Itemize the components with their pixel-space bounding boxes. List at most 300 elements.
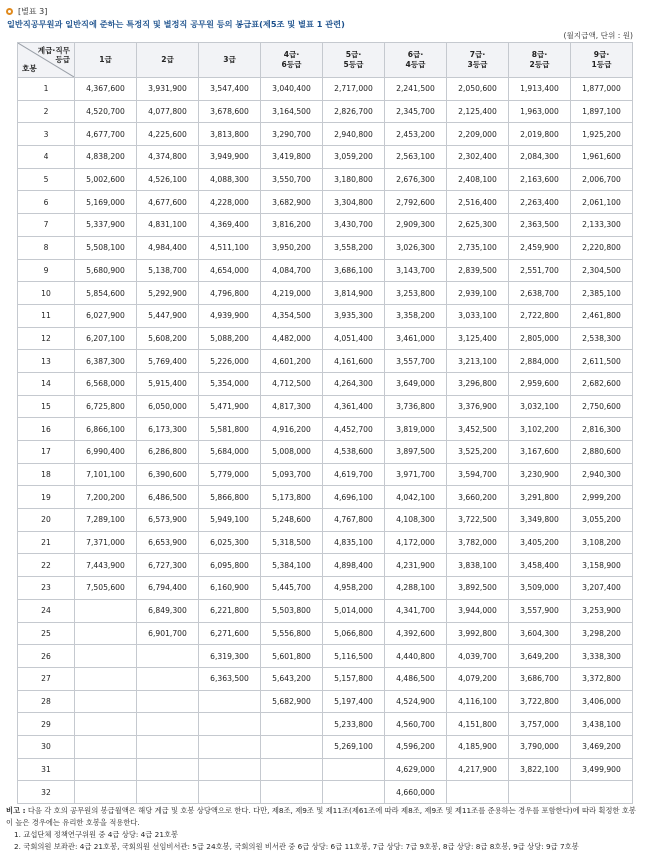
circle-bullet-icon (6, 8, 13, 15)
salary-cell: 4,560,700 (385, 713, 447, 736)
salary-cell: 6,486,500 (137, 486, 199, 509)
salary-cell: 3,816,200 (261, 214, 323, 237)
salary-cell (199, 781, 261, 804)
hobong-cell: 16 (18, 418, 75, 441)
salary-cell: 4,482,000 (261, 327, 323, 350)
salary-cell: 4,217,900 (447, 758, 509, 781)
corner-top-label (38, 46, 70, 64)
salary-cell: 7,101,100 (75, 463, 137, 486)
salary-cell: 2,061,100 (571, 191, 633, 214)
salary-cell: 3,032,100 (509, 395, 571, 418)
salary-cell: 4,440,800 (385, 645, 447, 668)
table-row (18, 577, 633, 600)
salary-cell (75, 758, 137, 781)
salary-cell: 4,042,100 (385, 486, 447, 509)
salary-cell: 4,654,000 (199, 259, 261, 282)
hobong-cell: 24 (18, 599, 75, 622)
salary-cell: 4,939,900 (199, 304, 261, 327)
table-row (18, 622, 633, 645)
table-row (18, 100, 633, 123)
salary-cell: 7,200,200 (75, 486, 137, 509)
salary-cell: 3,931,900 (137, 78, 199, 101)
salary-cell: 4,916,200 (261, 418, 323, 441)
salary-cell: 3,897,500 (385, 441, 447, 464)
salary-cell: 3,291,800 (509, 486, 571, 509)
salary-cell: 2,805,000 (509, 327, 571, 350)
salary-cell: 3,814,900 (323, 282, 385, 305)
table-row (18, 509, 633, 532)
salary-cell: 5,854,600 (75, 282, 137, 305)
salary-cell: 4,361,400 (323, 395, 385, 418)
hobong-cell: 15 (18, 395, 75, 418)
document-title: 일반직공무원과 일반직에 준하는 특정직 및 별정직 공무원 등의 봉급표(제5조 및 별표 1 관련) (7, 19, 345, 29)
salary-cell: 4,796,800 (199, 282, 261, 305)
salary-cell: 2,625,300 (447, 214, 509, 237)
salary-cell: 1,877,000 (571, 78, 633, 101)
notes-item-1: 1. 교섭단체 정책연구위원 중 4급 상당: 4급 21호봉 (14, 830, 179, 839)
salary-cell: 2,792,600 (385, 191, 447, 214)
salary-cell (261, 713, 323, 736)
salary-cell: 4,511,100 (199, 236, 261, 259)
salary-cell: 3,757,000 (509, 713, 571, 736)
corner-top-line-2: 등급 (55, 55, 70, 64)
salary-cell: 3,686,700 (509, 667, 571, 690)
salary-cell (137, 667, 199, 690)
salary-cell: 4,116,100 (447, 690, 509, 713)
salary-cell: 4,185,900 (447, 735, 509, 758)
salary-cell: 2,538,300 (571, 327, 633, 350)
column-header (447, 43, 509, 78)
salary-cell: 3,550,700 (261, 168, 323, 191)
salary-cell (199, 758, 261, 781)
salary-cell: 3,722,800 (509, 690, 571, 713)
salary-cell: 3,304,800 (323, 191, 385, 214)
table-row (18, 441, 633, 464)
salary-cell: 4,677,600 (137, 191, 199, 214)
salary-cell: 5,088,200 (199, 327, 261, 350)
hobong-cell: 28 (18, 690, 75, 713)
column-header (509, 43, 571, 78)
salary-cell: 4,619,700 (323, 463, 385, 486)
salary-cell: 3,525,200 (447, 441, 509, 464)
salary-cell: 3,376,900 (447, 395, 509, 418)
table-row (18, 599, 633, 622)
salary-cell: 3,469,200 (571, 735, 633, 758)
salary-cell (447, 781, 509, 804)
hobong-cell: 17 (18, 441, 75, 464)
salary-cell (199, 713, 261, 736)
salary-cell: 2,385,100 (571, 282, 633, 305)
salary-cell: 1,925,200 (571, 123, 633, 146)
salary-cell: 3,509,000 (509, 577, 571, 600)
column-header-line: 8급· (531, 50, 548, 59)
salary-cell: 2,220,800 (571, 236, 633, 259)
salary-cell: 3,557,700 (385, 350, 447, 373)
salary-cell: 4,520,700 (75, 100, 137, 123)
salary-cell: 2,345,700 (385, 100, 447, 123)
notes-main-text: 다음 각 호의 공무원의 봉급월액은 해당 계급 및 호봉 상당액으로 한다. 다만, 제8조, 제9조 및 제11조(제61조에 따라 제8조, 제9조 및 제11조를 준용하는 경우를 포함한다)에 따라 획정한 호봉이 높은 경우에는 유리한 호봉을 적용한다. (6, 806, 636, 827)
salary-cell: 2,461,800 (571, 304, 633, 327)
salary-cell: 7,371,000 (75, 531, 137, 554)
hobong-cell: 25 (18, 622, 75, 645)
appendix-label: [별표 3] (18, 6, 48, 16)
salary-cell: 4,958,200 (323, 577, 385, 600)
salary-cell: 5,384,100 (261, 554, 323, 577)
salary-cell: 5,116,500 (323, 645, 385, 668)
salary-cell: 3,499,900 (571, 758, 633, 781)
salary-cell (75, 622, 137, 645)
salary-cell (75, 690, 137, 713)
table-row (18, 350, 633, 373)
table-row (18, 758, 633, 781)
salary-cell: 4,151,800 (447, 713, 509, 736)
salary-cell: 6,866,100 (75, 418, 137, 441)
salary-cell (571, 781, 633, 804)
salary-cell (137, 735, 199, 758)
hobong-cell: 4 (18, 146, 75, 169)
salary-cell: 5,354,000 (199, 372, 261, 395)
salary-cell: 3,438,100 (571, 713, 633, 736)
salary-cell: 3,649,000 (385, 372, 447, 395)
salary-cell: 4,838,200 (75, 146, 137, 169)
salary-cell: 3,838,100 (447, 554, 509, 577)
salary-cell: 1,963,000 (509, 100, 571, 123)
salary-cell (75, 599, 137, 622)
salary-cell: 1,897,100 (571, 100, 633, 123)
salary-cell: 3,557,900 (509, 599, 571, 622)
salary-cell: 2,750,600 (571, 395, 633, 418)
salary-cell: 6,725,800 (75, 395, 137, 418)
salary-cell: 3,594,700 (447, 463, 509, 486)
salary-cell: 2,638,700 (509, 282, 571, 305)
salary-cell: 4,039,700 (447, 645, 509, 668)
notes-section (6, 805, 642, 853)
salary-cell: 2,940,300 (571, 463, 633, 486)
salary-cell: 6,901,700 (137, 622, 199, 645)
column-header-line: 6급· (407, 50, 424, 59)
table-row (18, 123, 633, 146)
salary-cell: 3,230,900 (509, 463, 571, 486)
salary-cell: 3,158,900 (571, 554, 633, 577)
table-row (18, 667, 633, 690)
salary-cell: 3,819,000 (385, 418, 447, 441)
column-header (261, 43, 323, 78)
salary-cell: 6,849,300 (137, 599, 199, 622)
salary-cell: 2,019,800 (509, 123, 571, 146)
salary-cell: 2,884,000 (509, 350, 571, 373)
table-row (18, 645, 633, 668)
salary-cell: 3,660,200 (447, 486, 509, 509)
salary-cell: 3,026,300 (385, 236, 447, 259)
salary-cell: 4,712,500 (261, 372, 323, 395)
salary-cell: 3,033,100 (447, 304, 509, 327)
document-header (6, 5, 646, 30)
salary-cell: 5,233,800 (323, 713, 385, 736)
column-header-line: 7급· (469, 50, 486, 59)
salary-cell: 3,935,300 (323, 304, 385, 327)
unit-note: (월지급액, 단위 : 원) (563, 31, 633, 40)
table-row (18, 214, 633, 237)
salary-cell: 2,611,500 (571, 350, 633, 373)
salary-cell: 2,302,400 (447, 146, 509, 169)
salary-cell: 3,678,600 (199, 100, 261, 123)
hobong-cell: 26 (18, 645, 75, 668)
salary-cell: 4,524,900 (385, 690, 447, 713)
salary-cell: 4,088,300 (199, 168, 261, 191)
salary-cell: 6,390,600 (137, 463, 199, 486)
salary-cell: 5,601,800 (261, 645, 323, 668)
salary-cell: 4,225,600 (137, 123, 199, 146)
table-row (18, 304, 633, 327)
salary-cell: 2,084,300 (509, 146, 571, 169)
salary-cell: 5,866,800 (199, 486, 261, 509)
salary-cell: 4,341,700 (385, 599, 447, 622)
table-body (18, 78, 633, 804)
salary-cell: 5,471,900 (199, 395, 261, 418)
salary-cell: 3,167,600 (509, 441, 571, 464)
hobong-cell: 19 (18, 486, 75, 509)
salary-cell: 2,676,300 (385, 168, 447, 191)
appendix-label-row (6, 5, 646, 17)
salary-cell: 6,221,800 (199, 599, 261, 622)
table-row (18, 463, 633, 486)
salary-cell (261, 758, 323, 781)
table-row (18, 531, 633, 554)
hobong-cell: 14 (18, 372, 75, 395)
salary-cell: 5,445,700 (261, 577, 323, 600)
salary-cell: 2,050,600 (447, 78, 509, 101)
table-row (18, 690, 633, 713)
salary-cell: 4,108,300 (385, 509, 447, 532)
salary-cell: 6,653,900 (137, 531, 199, 554)
notes-main (6, 805, 642, 829)
salary-cell: 2,999,200 (571, 486, 633, 509)
salary-cell: 3,971,700 (385, 463, 447, 486)
salary-cell: 5,643,200 (261, 667, 323, 690)
salary-cell: 3,558,200 (323, 236, 385, 259)
salary-cell (323, 781, 385, 804)
salary-cell: 3,452,500 (447, 418, 509, 441)
hobong-cell: 29 (18, 713, 75, 736)
hobong-cell: 13 (18, 350, 75, 373)
salary-cell: 4,228,000 (199, 191, 261, 214)
salary-cell: 4,367,600 (75, 78, 137, 101)
salary-cell: 6,160,900 (199, 577, 261, 600)
salary-cell: 5,093,700 (261, 463, 323, 486)
salary-cell: 4,696,100 (323, 486, 385, 509)
salary-cell (323, 758, 385, 781)
salary-cell: 2,959,600 (509, 372, 571, 395)
salary-cell: 3,892,500 (447, 577, 509, 600)
salary-cell: 3,125,400 (447, 327, 509, 350)
salary-cell: 3,419,800 (261, 146, 323, 169)
salary-cell: 2,940,800 (323, 123, 385, 146)
salary-cell: 4,392,600 (385, 622, 447, 645)
salary-cell: 3,372,800 (571, 667, 633, 690)
column-header (323, 43, 385, 78)
salary-cell: 3,430,700 (323, 214, 385, 237)
column-header-line: 1등급 (591, 60, 612, 69)
salary-cell (137, 690, 199, 713)
salary-cell: 2,816,300 (571, 418, 633, 441)
salary-cell: 3,164,500 (261, 100, 323, 123)
salary-cell: 2,722,800 (509, 304, 571, 327)
salary-cell: 2,839,500 (447, 259, 509, 282)
salary-cell: 5,008,000 (261, 441, 323, 464)
salary-cell: 2,304,500 (571, 259, 633, 282)
salary-cell: 2,408,100 (447, 168, 509, 191)
column-header (571, 43, 633, 78)
salary-cell: 3,358,200 (385, 304, 447, 327)
hobong-cell: 23 (18, 577, 75, 600)
column-header-line: 2급 (161, 55, 174, 64)
table-row (18, 168, 633, 191)
salary-cell: 3,461,000 (385, 327, 447, 350)
salary-cell: 5,779,000 (199, 463, 261, 486)
salary-cell: 5,508,100 (75, 236, 137, 259)
salary-cell: 6,727,300 (137, 554, 199, 577)
salary-cell: 3,949,900 (199, 146, 261, 169)
salary-cell: 6,363,500 (199, 667, 261, 690)
salary-cell: 1,913,400 (509, 78, 571, 101)
hobong-cell: 11 (18, 304, 75, 327)
salary-cell: 5,138,700 (137, 259, 199, 282)
table-row (18, 735, 633, 758)
hobong-cell: 8 (18, 236, 75, 259)
salary-cell: 3,102,200 (509, 418, 571, 441)
salary-cell: 6,027,900 (75, 304, 137, 327)
table-row (18, 372, 633, 395)
salary-cell: 4,831,100 (137, 214, 199, 237)
hobong-cell: 3 (18, 123, 75, 146)
salary-cell: 2,939,100 (447, 282, 509, 305)
salary-cell: 3,055,200 (571, 509, 633, 532)
salary-cell: 3,686,100 (323, 259, 385, 282)
salary-cell: 3,298,200 (571, 622, 633, 645)
table-row (18, 713, 633, 736)
salary-cell: 4,231,900 (385, 554, 447, 577)
salary-cell: 5,226,000 (199, 350, 261, 373)
salary-cell: 2,363,500 (509, 214, 571, 237)
salary-cell: 5,157,800 (323, 667, 385, 690)
salary-cell: 2,551,700 (509, 259, 571, 282)
salary-cell: 7,443,900 (75, 554, 137, 577)
salary-cell (75, 735, 137, 758)
salary-cell: 4,369,400 (199, 214, 261, 237)
salary-cell: 3,180,800 (323, 168, 385, 191)
salary-cell: 5,608,200 (137, 327, 199, 350)
salary-cell: 4,452,700 (323, 418, 385, 441)
hobong-cell: 20 (18, 509, 75, 532)
salary-cell: 4,835,100 (323, 531, 385, 554)
salary-cell: 3,790,000 (509, 735, 571, 758)
salary-cell: 4,219,000 (261, 282, 323, 305)
salary-cell: 4,660,000 (385, 781, 447, 804)
salary-cell: 4,984,400 (137, 236, 199, 259)
salary-cell: 5,066,800 (323, 622, 385, 645)
salary-cell: 6,573,900 (137, 509, 199, 532)
salary-cell: 3,290,700 (261, 123, 323, 146)
corner-header-cell (18, 43, 75, 78)
hobong-cell: 27 (18, 667, 75, 690)
table-row (18, 146, 633, 169)
salary-cell: 4,767,800 (323, 509, 385, 532)
column-header (385, 43, 447, 78)
salary-cell: 4,817,300 (261, 395, 323, 418)
salary-cell: 2,133,300 (571, 214, 633, 237)
salary-cell: 4,374,800 (137, 146, 199, 169)
salary-cell: 3,682,900 (261, 191, 323, 214)
salary-cell: 4,354,500 (261, 304, 323, 327)
table-row (18, 327, 633, 350)
salary-cell: 6,319,300 (199, 645, 261, 668)
salary-cell: 3,547,400 (199, 78, 261, 101)
hobong-cell: 10 (18, 282, 75, 305)
column-header-line: 3급 (223, 55, 236, 64)
salary-cell: 4,629,000 (385, 758, 447, 781)
salary-cell (137, 758, 199, 781)
notes-item-2: 2. 국회의원 보좌관: 4급 21호봉, 국회의원 선임비서관: 5급 24호봉, 국회의원 비서관 중 6급 상당: 6급 11호봉, 7급 상당: 7급 9호봉, 8급 상당: 8급 8호봉, 9급 상당: 9급 7호봉 (14, 842, 579, 851)
salary-cell: 4,161,600 (323, 350, 385, 373)
salary-cell: 3,950,200 (261, 236, 323, 259)
salary-cell: 6,025,300 (199, 531, 261, 554)
salary-table (17, 42, 633, 804)
salary-cell (199, 690, 261, 713)
salary-cell: 2,826,700 (323, 100, 385, 123)
notes-prefix: 비고 : (6, 806, 26, 815)
hobong-cell: 12 (18, 327, 75, 350)
salary-cell: 2,909,300 (385, 214, 447, 237)
salary-cell: 5,581,800 (199, 418, 261, 441)
salary-cell: 6,568,000 (75, 372, 137, 395)
salary-cell: 5,949,100 (199, 509, 261, 532)
salary-cell (75, 645, 137, 668)
salary-cell: 3,722,500 (447, 509, 509, 532)
salary-cell: 4,077,800 (137, 100, 199, 123)
salary-cell: 6,990,400 (75, 441, 137, 464)
salary-cell: 6,173,300 (137, 418, 199, 441)
salary-cell: 3,649,200 (509, 645, 571, 668)
column-header (75, 43, 137, 78)
salary-cell: 4,084,700 (261, 259, 323, 282)
table-row (18, 78, 633, 101)
salary-cell (199, 735, 261, 758)
salary-cell: 3,349,800 (509, 509, 571, 532)
hobong-cell: 21 (18, 531, 75, 554)
salary-cell (261, 735, 323, 758)
salary-cell: 4,538,600 (323, 441, 385, 464)
salary-cell: 2,880,600 (571, 441, 633, 464)
salary-cell: 5,680,900 (75, 259, 137, 282)
hobong-cell: 5 (18, 168, 75, 191)
hobong-cell: 30 (18, 735, 75, 758)
column-header-line: 3등급 (467, 60, 488, 69)
salary-cell (75, 713, 137, 736)
table-row (18, 418, 633, 441)
salary-cell: 3,296,800 (447, 372, 509, 395)
table-row (18, 486, 633, 509)
salary-cell: 2,717,000 (323, 78, 385, 101)
salary-cell (261, 781, 323, 804)
hobong-cell: 31 (18, 758, 75, 781)
salary-cell: 7,289,100 (75, 509, 137, 532)
salary-cell (509, 781, 571, 804)
salary-cell: 6,286,800 (137, 441, 199, 464)
column-header-line: 5등급 (343, 60, 364, 69)
salary-cell: 2,209,000 (447, 123, 509, 146)
salary-cell: 5,318,500 (261, 531, 323, 554)
salary-cell: 5,769,400 (137, 350, 199, 373)
